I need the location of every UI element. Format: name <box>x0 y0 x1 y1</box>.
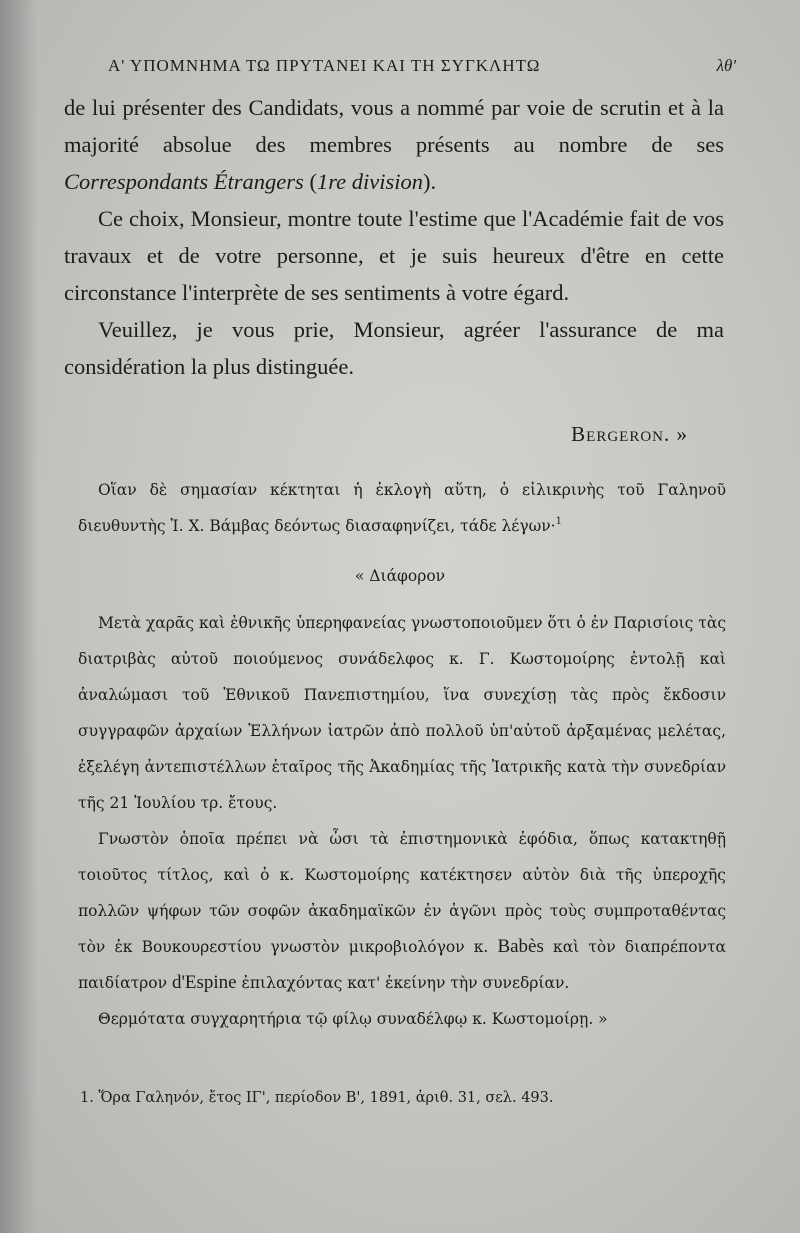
greek-quoted-article <box>78 605 726 1037</box>
running-title: Α' ΥΠΟΜΝΗΜΑ ΤΩ ΠΡΥΤΑΝΕΙ ΚΑΙ ΤΗ ΣΥΓΚΛΗΤΩ <box>108 56 541 75</box>
name-babes: Babès <box>497 936 544 957</box>
letter-paragraph-3: Veuillez, je vous prie, Monsieur, agréer l'assurance de ma considération la plus distinguée. <box>64 317 724 379</box>
quoted-article-heading: « Διάφορον <box>354 567 446 585</box>
letter-signature: Bergeron. » <box>571 422 688 446</box>
greek-paragraph-1: Μετὰ χαρᾶς καὶ ἐθνικῆς ὑπερηφανείας γνωστοποιοῦμεν ὅτι ὁ ἐν Παρισίοις τὰς διατριβὰς αὐτοῦ ποιούμενος συνάδελφος κ. Γ. Κωστομοίρης ἐντολῇ καὶ ἀναλώμασι τοῦ Ἐθνικοῦ Πανεπιστημίου, ἵνα συνεχίσῃ τὰς πρὸς ἔκδοσιν συγγραφῶν ἀρχαίων Ἑλλήνων ἰατρῶν ἀπὸ πολλοῦ ὑπ'αὐτοῦ ἀρξαμένας μελέτας, ἐξελέγη ἀντεπιστέλλων ἑταῖρος τῆς Ἀκαδημίας τῆς Ἰατρικῆς κατὰ τὴν συνεδρίαν τῆς 21 Ἰουλίου τρ. ἔτους. <box>78 614 726 812</box>
footnote <box>80 1086 730 1110</box>
running-header <box>108 56 736 76</box>
letter-paragraph-1: de lui présenter des Candidats, vous a nommé par voie de scrutin et à la majorité absolue des membres présents au nombre de ses Correspondants Étrangers (1re division). <box>64 95 724 194</box>
footnote-mark: 1. <box>80 1090 94 1106</box>
greek-closing: Θερμότατα συγχαρητήρια τῷ φίλῳ συναδέλφῳ κ. Κωστομοίρῃ. » <box>98 1010 608 1028</box>
footnote-reference: 1 <box>555 516 562 527</box>
page-gutter-shadow <box>0 0 38 1233</box>
greek-intro-paragraph: Οἵαν δὲ σημασίαν κέκτηται ἡ ἐκλογὴ αὕτη, ὁ εἰλικρινὴς τοῦ Γαληνοῦ διευθυντὴς Ἰ. Χ. Βάμβας δεόντως διασαφηνίζει, τάδε λέγων·$^1$ <box>78 481 726 535</box>
french-letter-text <box>64 89 724 385</box>
name-despine: d'Espine <box>171 972 237 993</box>
greek-paragraph-2: Γνωστὸν ὁποῖα πρέπει νὰ ὦσι τὰ ἐπιστημονικὰ ἐφόδια, ὅπως κατακτηθῇ τοιοῦτος τίτλος, καὶ ὁ κ. Κωστομοίρης κατέκτησεν αὐτὸν διὰ τῆς ὑπεροχῆς πολλῶν ψήφων τῶν σοφῶν ἀκαδημαϊκῶν ἐν ἀγῶνι πρὸς τοὺς συμπροταθέντας τὸν ἐκ Βουκουρεστίου γνωστὸν μικροβιολόγον κ. Babès καὶ τὸν διαπρέποντα παιδίατρον d'Espine ἐπιλαχόντας κατ' ἐκείνην τὴν συνεδρίαν. <box>78 830 727 993</box>
greek-intro <box>78 472 726 544</box>
letter-paragraph-2: Ce choix, Monsieur, montre toute l'estime que l'Académie fait de vos travaux et de votre personne, et je suis heureux d'être en cette circonstance l'interprète de ses sentiments à votre égard. <box>64 206 724 305</box>
footnote-text: Ὅρα Γαληνόν, ἔτος ΙΓ', περίοδον Β', 1891, ἀριθ. 31, σελ. 493. <box>98 1090 554 1106</box>
page-number: λθ' <box>716 56 736 75</box>
